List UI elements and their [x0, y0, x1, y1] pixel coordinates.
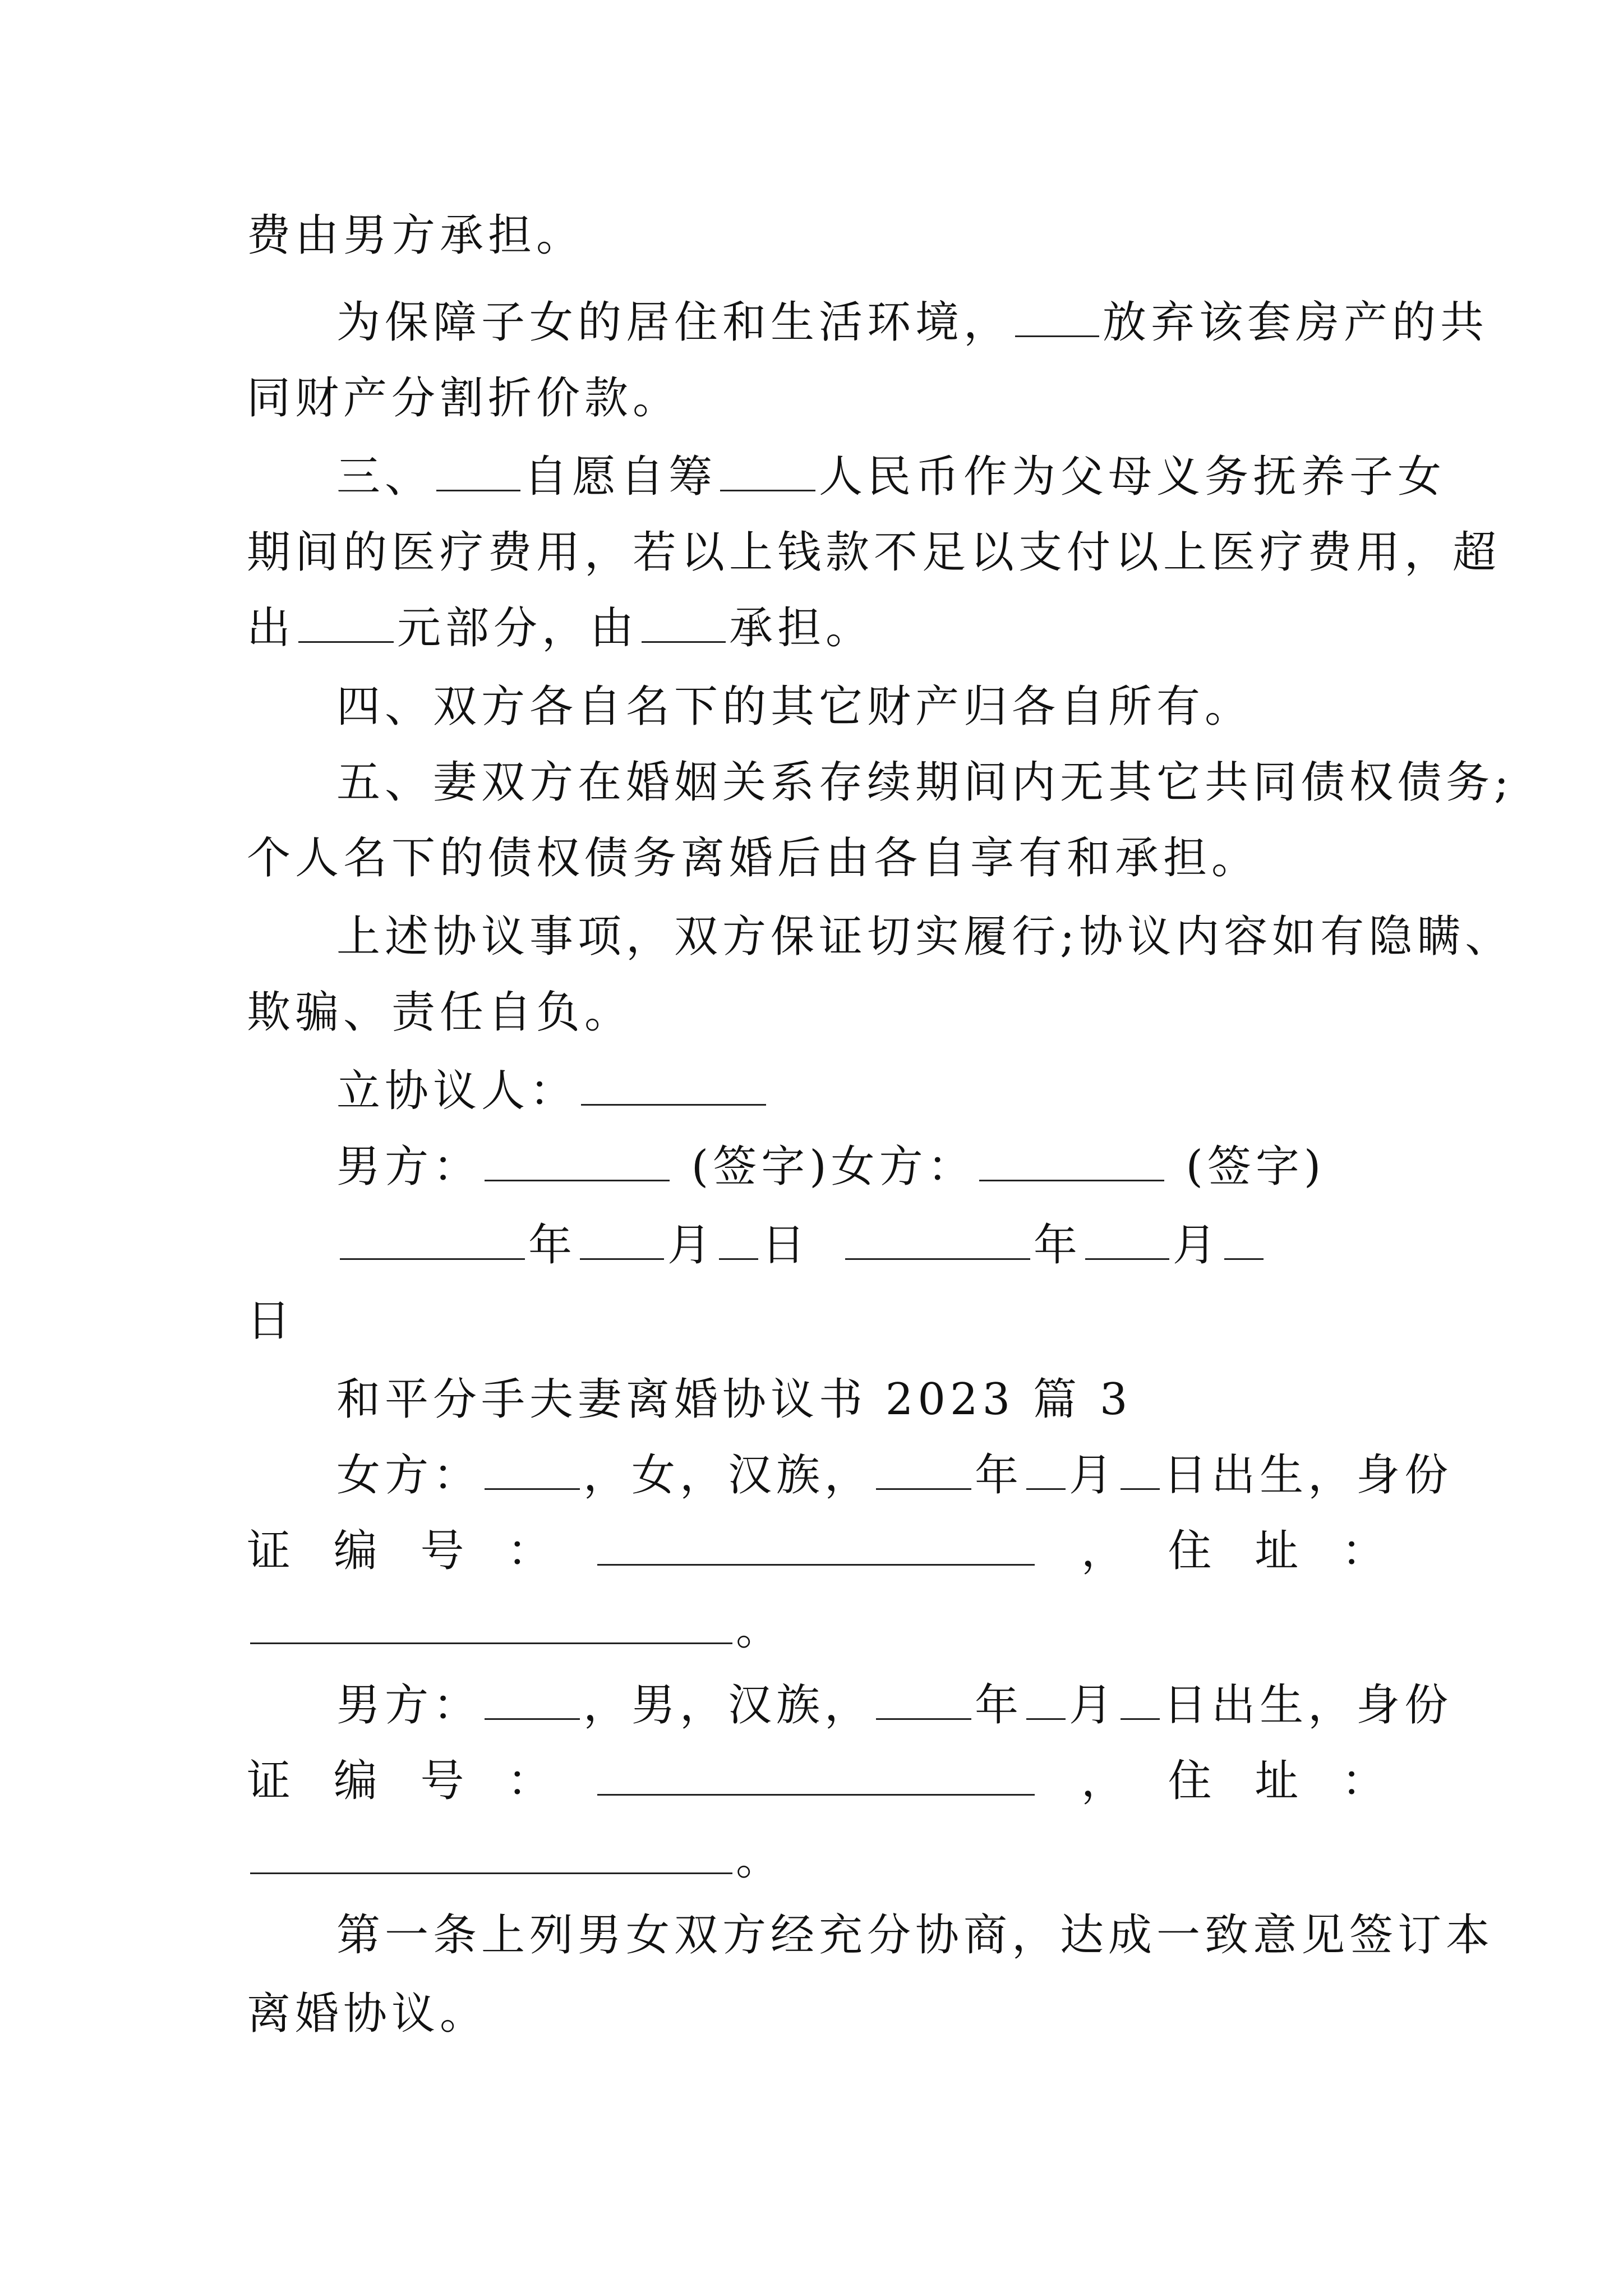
- text-span: 三、: [336, 452, 434, 502]
- blank-field: [1015, 301, 1099, 337]
- name-blank: [485, 1683, 580, 1720]
- text-span: ，女，汉族，: [583, 1450, 873, 1501]
- date-line: [336, 1214, 1385, 1276]
- text-span: 为保障子女的居住和生活环境，: [336, 297, 1012, 348]
- text-span: 址: [1255, 1756, 1299, 1806]
- text-span: ：: [1341, 1756, 1385, 1806]
- id-address-line: [247, 1750, 1385, 1812]
- text-span: 承担。: [729, 603, 874, 654]
- year-blank: [876, 1683, 971, 1720]
- text-line: [336, 676, 1385, 738]
- text-span: 年: [975, 1450, 1023, 1501]
- day-blank: [1224, 1223, 1264, 1260]
- female-signature-blank: [979, 1145, 1164, 1181]
- text-span: 日出生，身份: [1163, 1450, 1453, 1501]
- month-blank: [1026, 1683, 1066, 1720]
- text-span: ：: [1341, 1526, 1385, 1576]
- text-span: 五、妻双方在婚姻关系存续期间内无其它共同债权债务;: [336, 757, 1514, 808]
- text-span: 日: [247, 1296, 296, 1346]
- text-line: [336, 906, 1514, 968]
- blank-field: [436, 455, 520, 491]
- month-blank: [1085, 1223, 1169, 1260]
- text-span: 。: [736, 1604, 785, 1655]
- id-address-line: [247, 1520, 1385, 1582]
- text-span: 个人名下的债权债务离婚后由各自享有和承担。: [247, 833, 1260, 884]
- blank-field: [642, 606, 726, 643]
- year-blank: [876, 1453, 971, 1490]
- text-span: 四、双方各自名下的其它财产归各自所有。: [336, 682, 1253, 732]
- text-span: 期间的医疗费用，若以上钱款不足以支付以上医疗费用，超: [247, 527, 1501, 578]
- text-span: ，男，汉族，: [583, 1680, 873, 1731]
- text-span: 月: [1069, 1450, 1118, 1501]
- text-span: 费由男方承担。: [247, 210, 585, 261]
- text-span: 址: [1255, 1526, 1299, 1576]
- text-line: [247, 982, 1385, 1043]
- text-span: ，: [1081, 1526, 1125, 1576]
- id-number-blank: [597, 1759, 1035, 1796]
- text-span: 。: [736, 1834, 785, 1885]
- text-line: [336, 1444, 1453, 1506]
- text-span: 出: [247, 603, 296, 654]
- text-line: [247, 597, 1385, 659]
- text-line: [336, 1674, 1453, 1736]
- text-span: 年: [528, 1220, 577, 1271]
- male-signature-blank: [485, 1145, 670, 1181]
- text-span: 号: [420, 1526, 464, 1576]
- text-span: 月: [1172, 1220, 1221, 1271]
- section-heading: [336, 1369, 1385, 1430]
- signatory-blank: [581, 1069, 766, 1106]
- text-span: 元部分，由: [397, 603, 639, 654]
- day-blank: [719, 1223, 758, 1260]
- text-span: 自愿自筹: [524, 452, 717, 502]
- address-blank: [250, 1608, 732, 1644]
- text-span: 立协议人：: [336, 1066, 578, 1116]
- text-span: 号: [420, 1756, 464, 1806]
- text-line: [336, 752, 1514, 813]
- text-span: 第一条上列男女双方经充分协商，达成一致意见签订本: [336, 1910, 1495, 1961]
- signatory-line: [336, 1060, 1385, 1122]
- text-span: 人民币作为父母义务抚养子女: [819, 452, 1446, 502]
- text-span: 住: [1168, 1756, 1212, 1806]
- day-blank: [1121, 1453, 1160, 1490]
- text-span: (签字)女方：: [673, 1142, 976, 1192]
- text-span: ：: [507, 1526, 551, 1576]
- address-line: [247, 1829, 1385, 1890]
- text-line: [247, 205, 1385, 266]
- text-span: ：: [507, 1756, 551, 1806]
- text-span: 证: [247, 1756, 291, 1806]
- text-span: 男方：: [336, 1142, 482, 1192]
- text-line: [247, 1290, 1385, 1352]
- text-span: ，: [1081, 1756, 1125, 1806]
- address-line: [247, 1599, 1385, 1660]
- text-span: 同财产分割折价款。: [247, 373, 681, 424]
- text-span: 离婚协议。: [247, 1989, 488, 2039]
- text-line: [247, 1983, 1385, 2045]
- text-span: 日: [762, 1220, 810, 1271]
- blank-field: [298, 606, 394, 643]
- day-blank: [1121, 1683, 1160, 1720]
- text-span: 月: [667, 1220, 716, 1271]
- id-number-blank: [597, 1529, 1035, 1566]
- signature-line: [336, 1136, 1385, 1198]
- name-blank: [485, 1453, 580, 1490]
- text-span: 月: [1069, 1680, 1118, 1731]
- year-blank: [845, 1223, 1030, 1260]
- text-span: 和平分手夫妻离婚协议书 2023 篇 3: [336, 1374, 1132, 1425]
- text-span: 女方：: [336, 1450, 482, 1501]
- text-span: 欺骗、责任自负。: [247, 987, 633, 1038]
- year-blank: [340, 1223, 525, 1260]
- address-blank: [250, 1838, 732, 1874]
- blank-field: [720, 455, 815, 491]
- text-line: [336, 1904, 1495, 1966]
- text-line: [247, 827, 1385, 889]
- text-span: 日出生，身份: [1163, 1680, 1453, 1731]
- text-span: 放弃该套房产的共: [1103, 297, 1489, 348]
- text-line: [336, 292, 1489, 353]
- text-span: 编: [333, 1526, 377, 1576]
- month-blank: [1026, 1453, 1066, 1490]
- text-line: [247, 367, 1385, 429]
- text-span: 年: [975, 1680, 1023, 1731]
- text-span: 住: [1168, 1526, 1212, 1576]
- text-line: [336, 446, 1446, 508]
- text-line: [247, 522, 1501, 583]
- text-span: 上述协议事项，双方保证切实履行;协议内容如有隐瞒、: [336, 912, 1514, 962]
- text-span: (签字): [1167, 1142, 1326, 1192]
- text-span: 男方：: [336, 1680, 482, 1731]
- text-span: 编: [333, 1756, 377, 1806]
- text-span: 年: [1033, 1220, 1082, 1271]
- month-blank: [580, 1223, 664, 1260]
- text-span: 证: [247, 1526, 291, 1576]
